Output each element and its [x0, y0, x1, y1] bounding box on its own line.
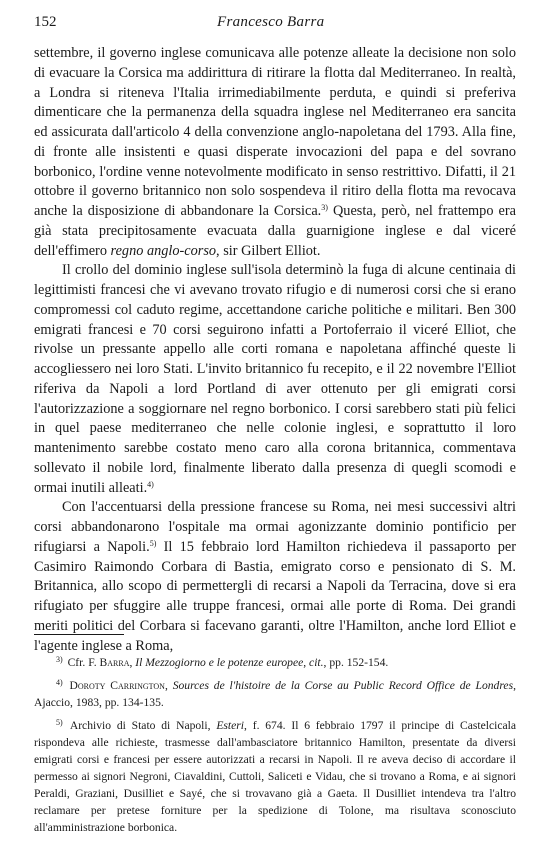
page-number: 152	[34, 14, 57, 30]
footnotes	[34, 654, 516, 842]
footnote-ref-5: 5)	[149, 538, 157, 548]
paragraph-1-tail: Questa, però, nel frattempo era già stata precipitosamente evacuata dalla guarnigione inglese e dal viceré dell'effimero	[34, 203, 516, 259]
paragraph-3	[34, 498, 516, 656]
paragraph-1-text: settembre, il governo inglese comunicava alle potenze alleate la decisione non solo di evacuare la Corsica ma addirittura di ritirare la flotta dal Mediterraneo. In realtà, a Londra si riteneva l'Italia irrimediabilmente perduta, e quindi si preferiva dimenticare che la permanenza della squadra inglese nel Mediterraneo era sancita ed assicurata dall'articolo 4 della convenzione anglo-napoletana del 1793. Alla fine, di fronte alle insistenti e quasi disperate invocazioni del papa e del sovrano borbonico, l'ordine venne notevolmente modificato in senso restrittivo. Difatti, il 21 ottobre il governo britannico non solo sospendeva il ritiro della flotta ma revocava anche la disposizione di abbandonare la Corsica.	[34, 45, 516, 219]
footnote-title: Il Mezzogiorno e le potenze europee	[135, 656, 304, 669]
footnote-ref-3: 3)	[321, 203, 328, 212]
footnote-text: , pp. 152-154.	[323, 656, 389, 669]
footnote-3	[34, 654, 516, 671]
footnote-text: ,	[303, 656, 310, 669]
footnote-separator	[34, 634, 124, 635]
footnote-text: Cfr. F.	[67, 656, 100, 669]
paragraph-1-italic: regno anglo-corso	[110, 242, 217, 259]
page-header	[34, 14, 516, 36]
main-text	[34, 44, 516, 656]
paragraph-2-text: Il crollo del dominio inglese sull'isola determinò la fuga di alcune centinaia di legittimisti francesi che vi avevano trovato rifugio e di numerosi corsi che si erano compromessi col caduto regime, accettandone cariche politiche e militari. Ben 300 emigrati francesi e 70 corsi seguirono infatti a Portoferraio il viceré Elliot, che rivolse un pressante appello alle corti romana e napoletana affinché queste li accogliessero nei loro Stati. L'invito britannico fu recepito, e il 22 novembre l'Elliot riferiva da Napoli a lord Portland di aver ottenuto per gli emigrati corsi l'autorizzazione a soggiornare nel regno borbonico. I corsi sarebbero stati più felici in quel paese mediterraneo che nelle colonie inglesi, e soprattutto il loro mantenimento sarebbe costato meno caro alla corona britannica, commentava sollevato il nobile lord, finalmente liberato dalla presenza di quegli scomodi e ormai inutili alleati.	[34, 262, 516, 496]
footnote-author: Doroty Carrington	[69, 679, 165, 692]
footnote-text: Archivio di Stato di Napoli,	[69, 719, 217, 732]
footnote-title: Esteri	[216, 719, 245, 732]
footnote-ref-4: 4)	[147, 479, 154, 489]
footnote-text: ,	[164, 679, 173, 692]
footnote-text: ,	[129, 656, 136, 669]
footnote-cit: cit.	[309, 656, 324, 669]
footnote-title: Sources de l'histoire de la Corse au Public Record Office de Londres	[172, 679, 514, 692]
footnote-text: , f. 674. Il 6 febbraio 1797 il principe di Castelcicala rispondeva alle richieste, trasmesse dall'ambasciatore britannico Hamilton, presentate da diversi emigrati corsi e francesi per essere autorizzati a recarsi in Napoli. Il re aveva deciso di accordare il permesso ai signori Negroni, Ciavaldini, Cuttoli, Saliceti e Vidau, che si trovano a Roma, e ai signori Peraldi, Graziani, Dusilliet e Sayé, che si trovavano già a Gaeta. Il Dusilliet intendeva tra l'altro reclamare per pretese forniture per la spedizione di Tolone, ma risultava sconosciuto all'amministrazione borbonica.	[34, 719, 516, 834]
paragraph-3-tail: Il 15 febbraio lord Hamilton richiedeva il passaporto per Casimiro Raimondo Corbara di Bastia, emigrato corso e pensionato di S. M. Britannica, allo scopo di permettergli di recarsi a Napoli da Terracina, dove si era rifugiato per sfuggire alle truppe francesi, ormai alle porte di Roma. Dei grandi meriti politici del Corbara si facevano garanti, oltre l'Hamilton, anche lord Elliot e l'agente inglese a Roma,	[34, 538, 516, 654]
running-head: Francesco Barra	[217, 14, 325, 30]
paragraph-1-end: , sir Gilbert Elliot.	[216, 242, 321, 259]
footnote-author: Barra	[99, 656, 130, 669]
footnote-number: 3)	[56, 655, 63, 664]
paragraph-3-text: Con l'accentuarsi della pressione francese su Roma, nei mesi successivi altri corsi abbandonarono l'ospitale ma ormai agonizzante dominio pontificio per rifugiarsi a Napoli.	[34, 499, 516, 555]
paragraph-2	[34, 261, 516, 498]
paragraph-1	[34, 44, 516, 261]
footnote-number: 4)	[56, 678, 63, 687]
footnote-number: 5)	[56, 718, 63, 727]
footnote-4	[34, 677, 516, 711]
footnote-text: , Ajaccio, 1983, pp. 134-135.	[34, 679, 516, 709]
footnote-5	[34, 717, 516, 836]
